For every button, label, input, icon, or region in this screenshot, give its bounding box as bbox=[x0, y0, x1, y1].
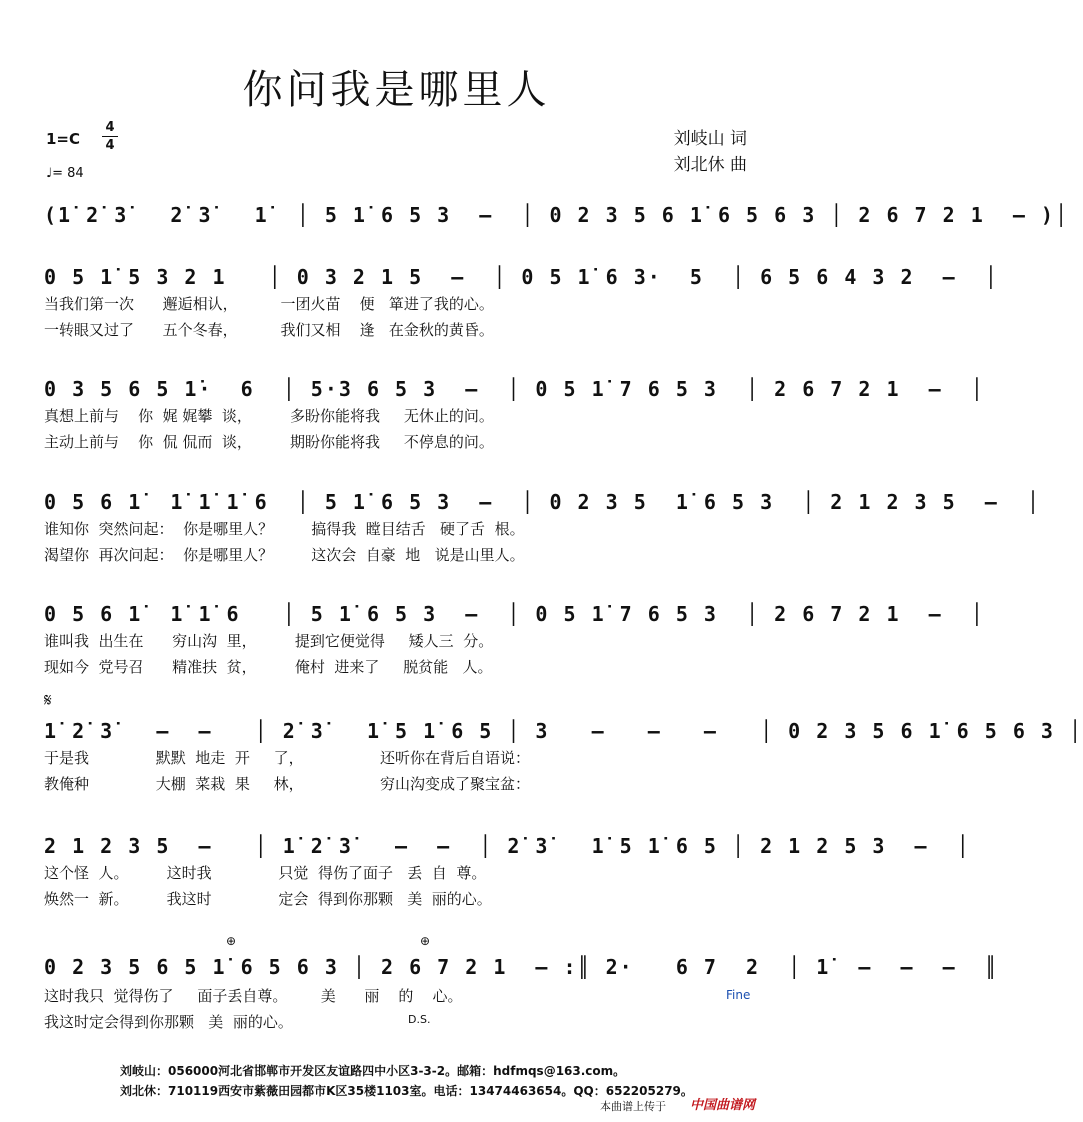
time-divider bbox=[102, 136, 118, 137]
lyrics-verse-2: 焕然一 新。 我这时 定会 得到你那颗 美 丽的心。 bbox=[44, 890, 492, 908]
time-signature bbox=[102, 120, 118, 153]
key-signature: 1=C bbox=[46, 130, 81, 148]
lyrics-verse-2: 一转眼又过了 五个冬春， 我们又相 逢 在金秋的黄昏。 bbox=[44, 321, 494, 339]
time-top: 4 bbox=[105, 120, 115, 135]
lyrics-verse-2: 现如今 党号召 精准扶 贫， 俺村 进来了 脱贫能 人。 bbox=[44, 658, 493, 676]
fine-mark: Fine bbox=[726, 988, 751, 1002]
dal-segno-mark: D.S. bbox=[408, 1013, 431, 1026]
lyrics-verse-1: 这个怪 人。 这时我 只觉 得伤了面子 丢 自 尊。 bbox=[44, 864, 487, 882]
lyrics-verse-1: 谁知你 突然问起： 你是哪里人？ 搞得我 瞠目结舌 硬了舌 根。 bbox=[44, 520, 525, 538]
notation-line: 0 5 1̇ 5 3 2 1 │ 0 3 2 1 5 — │ 0 5 1̇ 6 3· 5 │ 6 5 6 4 3 2 — │ bbox=[44, 265, 999, 289]
footer-contact-lyricist: 刘岐山：056000河北省邯郸市开发区友谊路四中小区3-3-2。邮箱：hdfmqs@163.com。 bbox=[120, 1064, 626, 1078]
page-title: 你问我是哪里人 bbox=[242, 67, 551, 113]
footer-contact-composer: 刘北休：710119西安市紫薇田园都市K区35楼1103室。电话：13474463654。QQ：652205279。 bbox=[120, 1084, 693, 1098]
lyrics-verse-2: 渴望你 再次问起： 你是哪里人？ 这次会 自豪 地 说是山里人。 bbox=[44, 546, 525, 564]
lyricist-credit: 刘岐山 词 bbox=[673, 129, 747, 149]
site-logo: 中国曲谱网 bbox=[690, 1098, 756, 1113]
notation-line: 0 5 6 1̇ 1̇ 1̇ 1̇ 6 │ 5 1̇ 6 5 3 — │ 0 2 3 5 1̇ 6 5 3 │ 2 1 2 3 5 — │ bbox=[44, 490, 1041, 514]
notation-line: 0 2 3 5 6 5 1̇ 6 5 6 3 │ 2 6 7 2 1 — :║ 2· 6 7 2 │ 1̇ — — — ║ bbox=[44, 955, 999, 979]
notation-line: 0 5 6 1̇ 1̇ 1̇ 6 │ 5 1̇ 6 5 3 — │ 0 5 1̇ 7 6 5 3 │ 2 6 7 2 1 — │ bbox=[44, 602, 985, 626]
lyrics-verse-2: 主动上前与 你 侃 侃而 谈， 期盼你能将我 不停息的问。 bbox=[44, 433, 494, 451]
lyrics-verse-2: 教俺种 大棚 菜栽 果 林， 穷山沟变成了聚宝盆： bbox=[44, 775, 530, 793]
coda-mark: ⊕ bbox=[420, 934, 431, 948]
lyrics-verse-1: 当我们第一次 邂逅相认， 一团火苗 便 箪进了我的心。 bbox=[44, 295, 494, 313]
lyrics-verse-1: 谁叫我 出生在 穷山沟 里， 提到它便觉得 矮人三 分。 bbox=[44, 632, 494, 650]
notation-line: 1̇ 2̇ 3̇ — — │ 2̇ 3̇ 1̇ 5 1̇ 6 5 │ 3 — — — │ 0 2 3 5 6 1̇ 6 5 6 3 │ bbox=[44, 719, 1083, 743]
lyrics-verse-1: 这时我只 觉得伤了 面子丢自尊。 美 丽 的 心。 bbox=[44, 987, 463, 1005]
upload-note: 本曲谱上传于 bbox=[600, 1100, 666, 1113]
time-bottom: 4 bbox=[105, 138, 115, 153]
lyrics-verse-1: 于是我 默默 地走 开 了， 还听你在背后自语说： bbox=[44, 749, 530, 767]
notation-line: 2 1 2 3 5 — │ 1̇ 2̇ 3̇ — — │ 2̇ 3̇ 1̇ 5 1̇ 6 5 │ 2 1 2 5 3 — │ bbox=[44, 834, 971, 858]
lyrics-verse-2: 我这时定会得到你那颗 美 丽的心。 bbox=[44, 1013, 293, 1031]
notation-line: (1̇ 2̇ 3̇ 2̇ 3̇ 1̇ │ 5 1̇ 6 5 3 — │ 0 2 3 5 6 1̇ 6 5 6 3 │ 2 6 7 2 1 — )│ bbox=[44, 203, 1069, 227]
lyrics-verse-1: 真想上前与 你 娓 娓攀 谈， 多盼你能将我 无休止的问。 bbox=[44, 407, 494, 425]
coda-mark: ⊕ bbox=[226, 934, 237, 948]
composer-credit: 刘北休 曲 bbox=[673, 155, 747, 175]
tempo-marking: ♩= 84 bbox=[46, 166, 84, 181]
segno-mark: 𝄋 bbox=[44, 690, 52, 711]
notation-line: 0 3 5 6 5 1̇· 6 │ 5·3 6 5 3 — │ 0 5 1̇ 7 6 5 3 │ 2 6 7 2 1 — │ bbox=[44, 377, 985, 401]
